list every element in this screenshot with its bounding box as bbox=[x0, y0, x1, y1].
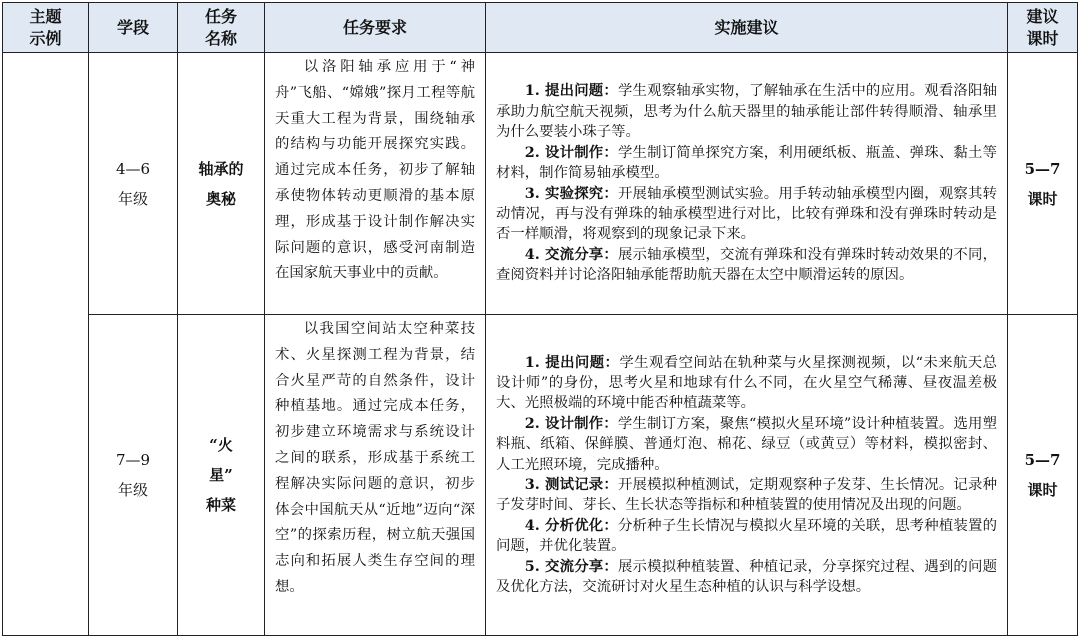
header-task-name: 任务 名称 bbox=[178, 3, 265, 53]
header-theme-example: 主题 示例 bbox=[3, 3, 89, 53]
curriculum-table bbox=[2, 2, 1078, 636]
table-header-row bbox=[3, 3, 1078, 53]
hours-cell: 5—7 课时 bbox=[1008, 53, 1078, 315]
hours-cell: 5—7 课时 bbox=[1008, 315, 1078, 636]
header-stage: 学段 bbox=[89, 3, 178, 53]
suggestion-item: 2. 设计制作：学生制订简单探究方案，利用硬纸板、瓶盖、弹珠、黏土等材料，制作简易轴承模型。 bbox=[496, 143, 997, 182]
stage-cell: 4—6 年级 bbox=[89, 53, 178, 315]
suggestion-item: 1. 提出问题：学生观察轴承实物，了解轴承在生活中的应用。观看洛阳轴承助力航空航天视频，思考为什么航天器里的轴承能让部件转得顺滑、轴承里为什么要装小珠子等。 bbox=[496, 82, 997, 141]
table-row bbox=[3, 315, 1078, 636]
suggestion-item: 3. 实验探究：开展轴承模型测试实验。用手转动轴承模型内圈，观察其转动情况，再与没有弹珠的轴承模型进行对比，比较有弹珠和没有弹珠时转动是否一样顺滑，将观察到的现象记录下来。 bbox=[496, 184, 997, 243]
header-hours: 建议 课时 bbox=[1008, 3, 1078, 53]
implementation-cell bbox=[486, 53, 1008, 315]
table-row bbox=[3, 53, 1078, 315]
suggestion-item: 5. 交流分享：展示模拟种植装置、种植记录，分享探究过程、遇到的问题及优化方法，交流研讨对火星生态种植的认识与科学设想。 bbox=[496, 557, 997, 596]
suggestion-item: 1. 提出问题：学生观看空间站在轨种菜与火星探测视频，以“未来航天总设计师”的身份，思考火星和地球有什么不同，在火星空气稀薄、昼夜温差极大、光照极端的环境中能否种植蔬菜等。 bbox=[496, 353, 997, 412]
suggestion-item: 4. 交流分享：展示轴承模型，交流有弹珠和没有弹珠时转动效果的不同，查阅资料并讨论洛阳轴承能帮助航天器在太空中顺滑运转的原因。 bbox=[496, 245, 997, 284]
task-name-cell: “火 星” 种菜 bbox=[178, 315, 265, 636]
suggestion-item: 3. 测试记录：开展模拟种植测试，定期观察种子发芽、生长情况。记录种子发芽时间、芽长、生长状态等指标和种植装置的使用情况及出现的问题。 bbox=[496, 476, 997, 514]
task-name-cell: 轴承的 奥秘 bbox=[178, 53, 265, 315]
task-requirement-cell: 以我国空间站太空种菜技术、火星探测工程为背景，结合火星严苛的自然条件，设计种植基地。通过完成本任务，初步建立环境需求与系统设计之间的联系，形成基于系统工程解决实际问题的意识，初步体会中国航天从“近地”迈向“深空”的探索历程，树立航天强国志向和拓展人类生存空间的理想。 bbox=[265, 315, 486, 636]
task-requirement-cell: 以洛阳轴承应用于“神舟”飞船、“嫦娥”探月工程等航天重大工程为背景，围绕轴承的结构与功能开展探究实践。通过完成本任务，初步了解轴承使物体转动更顺滑的基本原理，形成基于设计制作解决实际问题的意识，感受河南制造在国家航天事业中的贡献。 bbox=[265, 53, 486, 315]
suggestion-item: 4. 分析优化：分析种子生长情况与模拟火星环境的关联，思考种植装置的问题，并优化装置。 bbox=[496, 516, 997, 555]
header-task-requirement: 任务要求 bbox=[265, 3, 486, 53]
header-implementation: 实施建议 bbox=[486, 3, 1008, 53]
implementation-cell bbox=[486, 315, 1008, 636]
suggestion-item: 2. 设计制作：学生制订方案，聚焦“模拟火星环境”设计种植装置。选用塑料瓶、纸箱、保鲜膜、普通灯泡、棉花、绿豆（或黄豆）等材料，模拟密封、人工光照环境，完成播种。 bbox=[496, 414, 997, 473]
theme-example-cell bbox=[3, 53, 89, 636]
stage-cell: 7—9 年级 bbox=[89, 315, 178, 636]
